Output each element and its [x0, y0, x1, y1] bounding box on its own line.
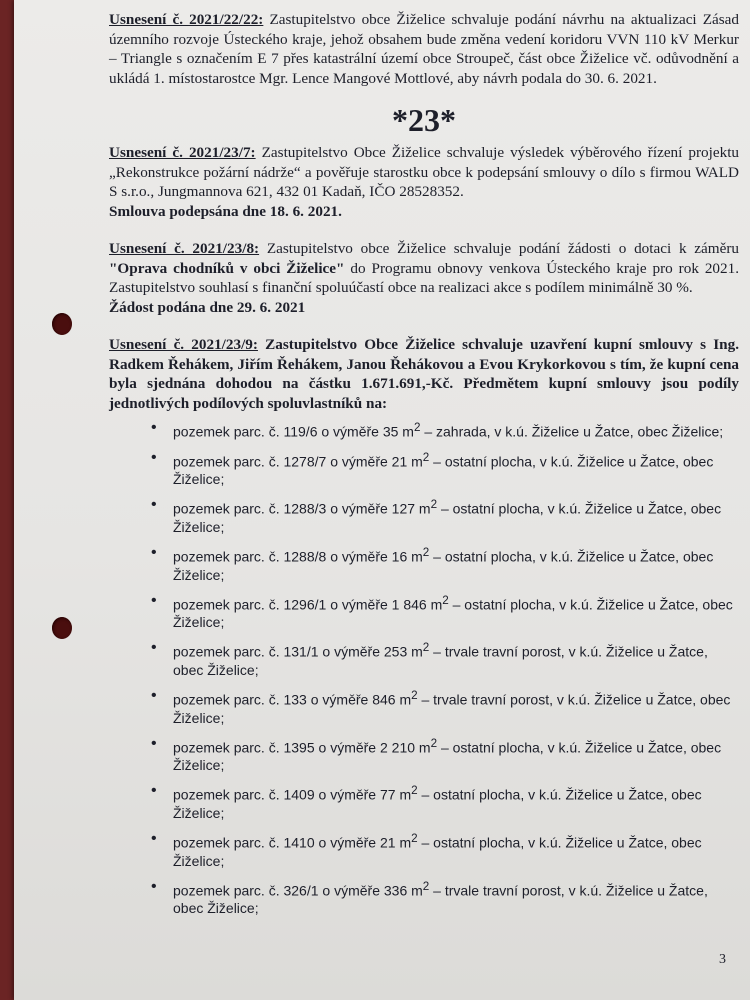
- plot-detail: – trvale travní porost, v k.ú. Žiželice u Žatce, obec Žiželice;: [173, 882, 708, 917]
- meeting-number-heading: *23*: [392, 102, 456, 138]
- plot-detail: – trvale travní porost, v k.ú. Žiželice u Žatce, obec Žiželice;: [173, 691, 731, 726]
- contract-signed-note: Smlouva podepsána dne 18. 6. 2021.: [109, 202, 342, 220]
- plot-list-item: [109, 639, 739, 679]
- plot-detail: – trvale travní porost, v k.ú. Žiželice u Žatce, obec Žiželice;: [173, 643, 708, 678]
- bullet-icon: •: [151, 639, 157, 657]
- document-page: [14, 0, 750, 1000]
- application-submitted-note: Žádost podána dne 29. 6. 2021: [109, 298, 306, 316]
- resolution-22-22: [109, 10, 739, 88]
- bullet-icon: •: [151, 734, 157, 752]
- plot-description: pozemek parc. č. 1296/1 o výměře 1 846 m: [173, 596, 443, 613]
- page-number: 3: [719, 952, 726, 967]
- plot-detail: – ostatní plocha, v k.ú. Žiželice u Žatce, obec Žiželice;: [173, 453, 714, 488]
- plot-list-item: [109, 735, 739, 775]
- area-unit-superscript: 2: [413, 421, 421, 434]
- plot-description: pozemek parc. č. 1288/3 o výměře 127 m: [173, 500, 431, 517]
- resolution-23-8: [109, 239, 739, 298]
- plot-detail: – ostatní plocha, v k.ú. Žiželice u Žatce, obec Žiželice;: [173, 786, 702, 821]
- plot-list-item: [109, 419, 739, 441]
- punch-hole: [52, 313, 72, 335]
- plot-description: pozemek parc. č. 1278/7 o výměře 21 m: [173, 453, 423, 470]
- plot-description: pozemek parc. č. 1395 o výměře 2 210 m: [173, 739, 431, 756]
- area-unit-superscript: 2: [411, 784, 418, 798]
- bullet-icon: •: [151, 419, 157, 436]
- plot-list-item: [109, 782, 739, 822]
- bullet-icon: •: [151, 591, 157, 609]
- plot-description: pozemek parc. č. 1288/8 o výměře 16 m: [173, 548, 423, 565]
- resolution-text: Zastupitelstvo obce Žiželice schvaluje podání návrhu na aktualizaci Zásad územního rozvoje Ústeckého kraje, jehož obsahem bude změna vedení koridoru VVN 110 kV Merkur – Triangle s označením E 7 přes katastrální území obce Stroupeč, část obce Žiželice vč. odůvodnění a ukládá 1. místostarostce Mgr. Lence Mangové Mottlové, aby návrh podala do 30. 6. 2021.: [109, 11, 740, 87]
- area-unit-superscript: 2: [442, 593, 449, 607]
- plot-detail: – ostatní plocha, v k.ú. Žiželice u Žatce, obec Žiželice;: [173, 739, 722, 774]
- resolution-ref: Usnesení č. 2021/22/22:: [109, 11, 264, 28]
- plot-list: [109, 419, 739, 917]
- plot-list-item: [109, 449, 739, 489]
- resolution-ref: Usnesení č. 2021/23/9:: [109, 336, 258, 353]
- plot-detail: – ostatní plocha, v k.ú. Žiželice u Žatce, obec Žiželice;: [173, 834, 702, 869]
- project-name: "Oprava chodníků v obci Žiželice": [109, 259, 345, 277]
- plot-description: pozemek parc. č. 1410 o výměře 21 m: [173, 834, 412, 851]
- resolution-text: Zastupitelstvo obce Žiželice schvaluje podání žádosti o dotaci k záměru: [259, 240, 739, 257]
- resolution-text: do Programu obnovy venkova Ústeckého kraje pro rok 2021. Zastupitelstvo souhlasí s finanční spoluúčastí obce na realizaci akce s podílem minimálně 30 %.: [109, 259, 740, 296]
- resolution-ref: Usnesení č. 2021/23/7:: [109, 144, 256, 161]
- page-content: [109, 10, 739, 925]
- plot-detail: – ostatní plocha, v k.ú. Žiželice u Žatce, obec Žiželice;: [173, 500, 722, 535]
- plot-list-item: [109, 687, 739, 727]
- bullet-icon: •: [151, 782, 157, 800]
- plot-detail: – ostatní plocha, v k.ú. Žiželice u Žatce, obec Žiželice;: [173, 548, 714, 583]
- area-unit-superscript: 2: [422, 545, 430, 559]
- bullet-icon: •: [151, 496, 157, 514]
- resolution-text: Zastupitelstvo Obce Žiželice schvaluje výsledek výběrového řízení projektu „Rekonstrukce požární nádrže“ a pověřuje starostku obce k podepsání smlouvy o dílo s firmou WALD S s.r.o., Jungmannova 621, 432 01 Kadaň, IČO 28528352.: [109, 144, 740, 200]
- area-unit-superscript: 2: [411, 688, 418, 702]
- plot-description: pozemek parc. č. 119/6 o výměře 35 m: [173, 423, 414, 440]
- plot-description: pozemek parc. č. 1409 o výměře 77 m: [173, 786, 412, 803]
- plot-description: pozemek parc. č. 326/1 o výměře 336 m: [173, 882, 423, 899]
- resolution-ref: Usnesení č. 2021/23/8:: [109, 240, 260, 257]
- plot-detail: – zahrada, v k.ú. Žiželice u Žatce, obec Žiželice;: [420, 423, 724, 440]
- plot-list-item: [109, 496, 739, 536]
- resolution-23-9: [109, 335, 739, 413]
- bullet-icon: •: [151, 448, 157, 466]
- area-unit-superscript: 2: [430, 498, 438, 512]
- plot-list-item: [109, 592, 739, 632]
- resolution-text: Zastupitelstvo Obce Žiželice schvaluje uzavření kupní smlouvy s Ing. Radkem Řehákem, Jiřím Řehákem, Janou Řehákovou a Evou Krykorkovou s tím, že kupní cena byla sjednána dohodou na částku 1.671.691,-Kč. Předmětem kupní smlouvy jsou podíly jednotlivých podílových spoluvlastníků na:: [109, 336, 740, 412]
- bullet-icon: •: [151, 543, 157, 561]
- area-unit-superscript: 2: [430, 736, 438, 750]
- area-unit-superscript: 2: [422, 879, 430, 893]
- plot-description: pozemek parc. č. 131/1 o výměře 253 m: [173, 643, 423, 660]
- resolution-23-7: [109, 143, 739, 202]
- plot-list-item: [109, 878, 739, 918]
- area-unit-superscript: 2: [422, 450, 430, 464]
- plot-detail: – ostatní plocha, v k.ú. Žiželice u Žatce, obec Žiželice;: [173, 596, 733, 631]
- area-unit-superscript: 2: [411, 831, 418, 845]
- bullet-icon: •: [151, 686, 157, 704]
- area-unit-superscript: 2: [422, 641, 430, 655]
- plot-list-item: [109, 830, 739, 870]
- plot-description: pozemek parc. č. 133 o výměře 846 m: [173, 691, 412, 708]
- plot-list-item: [109, 544, 739, 584]
- punch-hole: [52, 617, 72, 639]
- bullet-icon: •: [151, 877, 157, 895]
- bullet-icon: •: [151, 829, 157, 847]
